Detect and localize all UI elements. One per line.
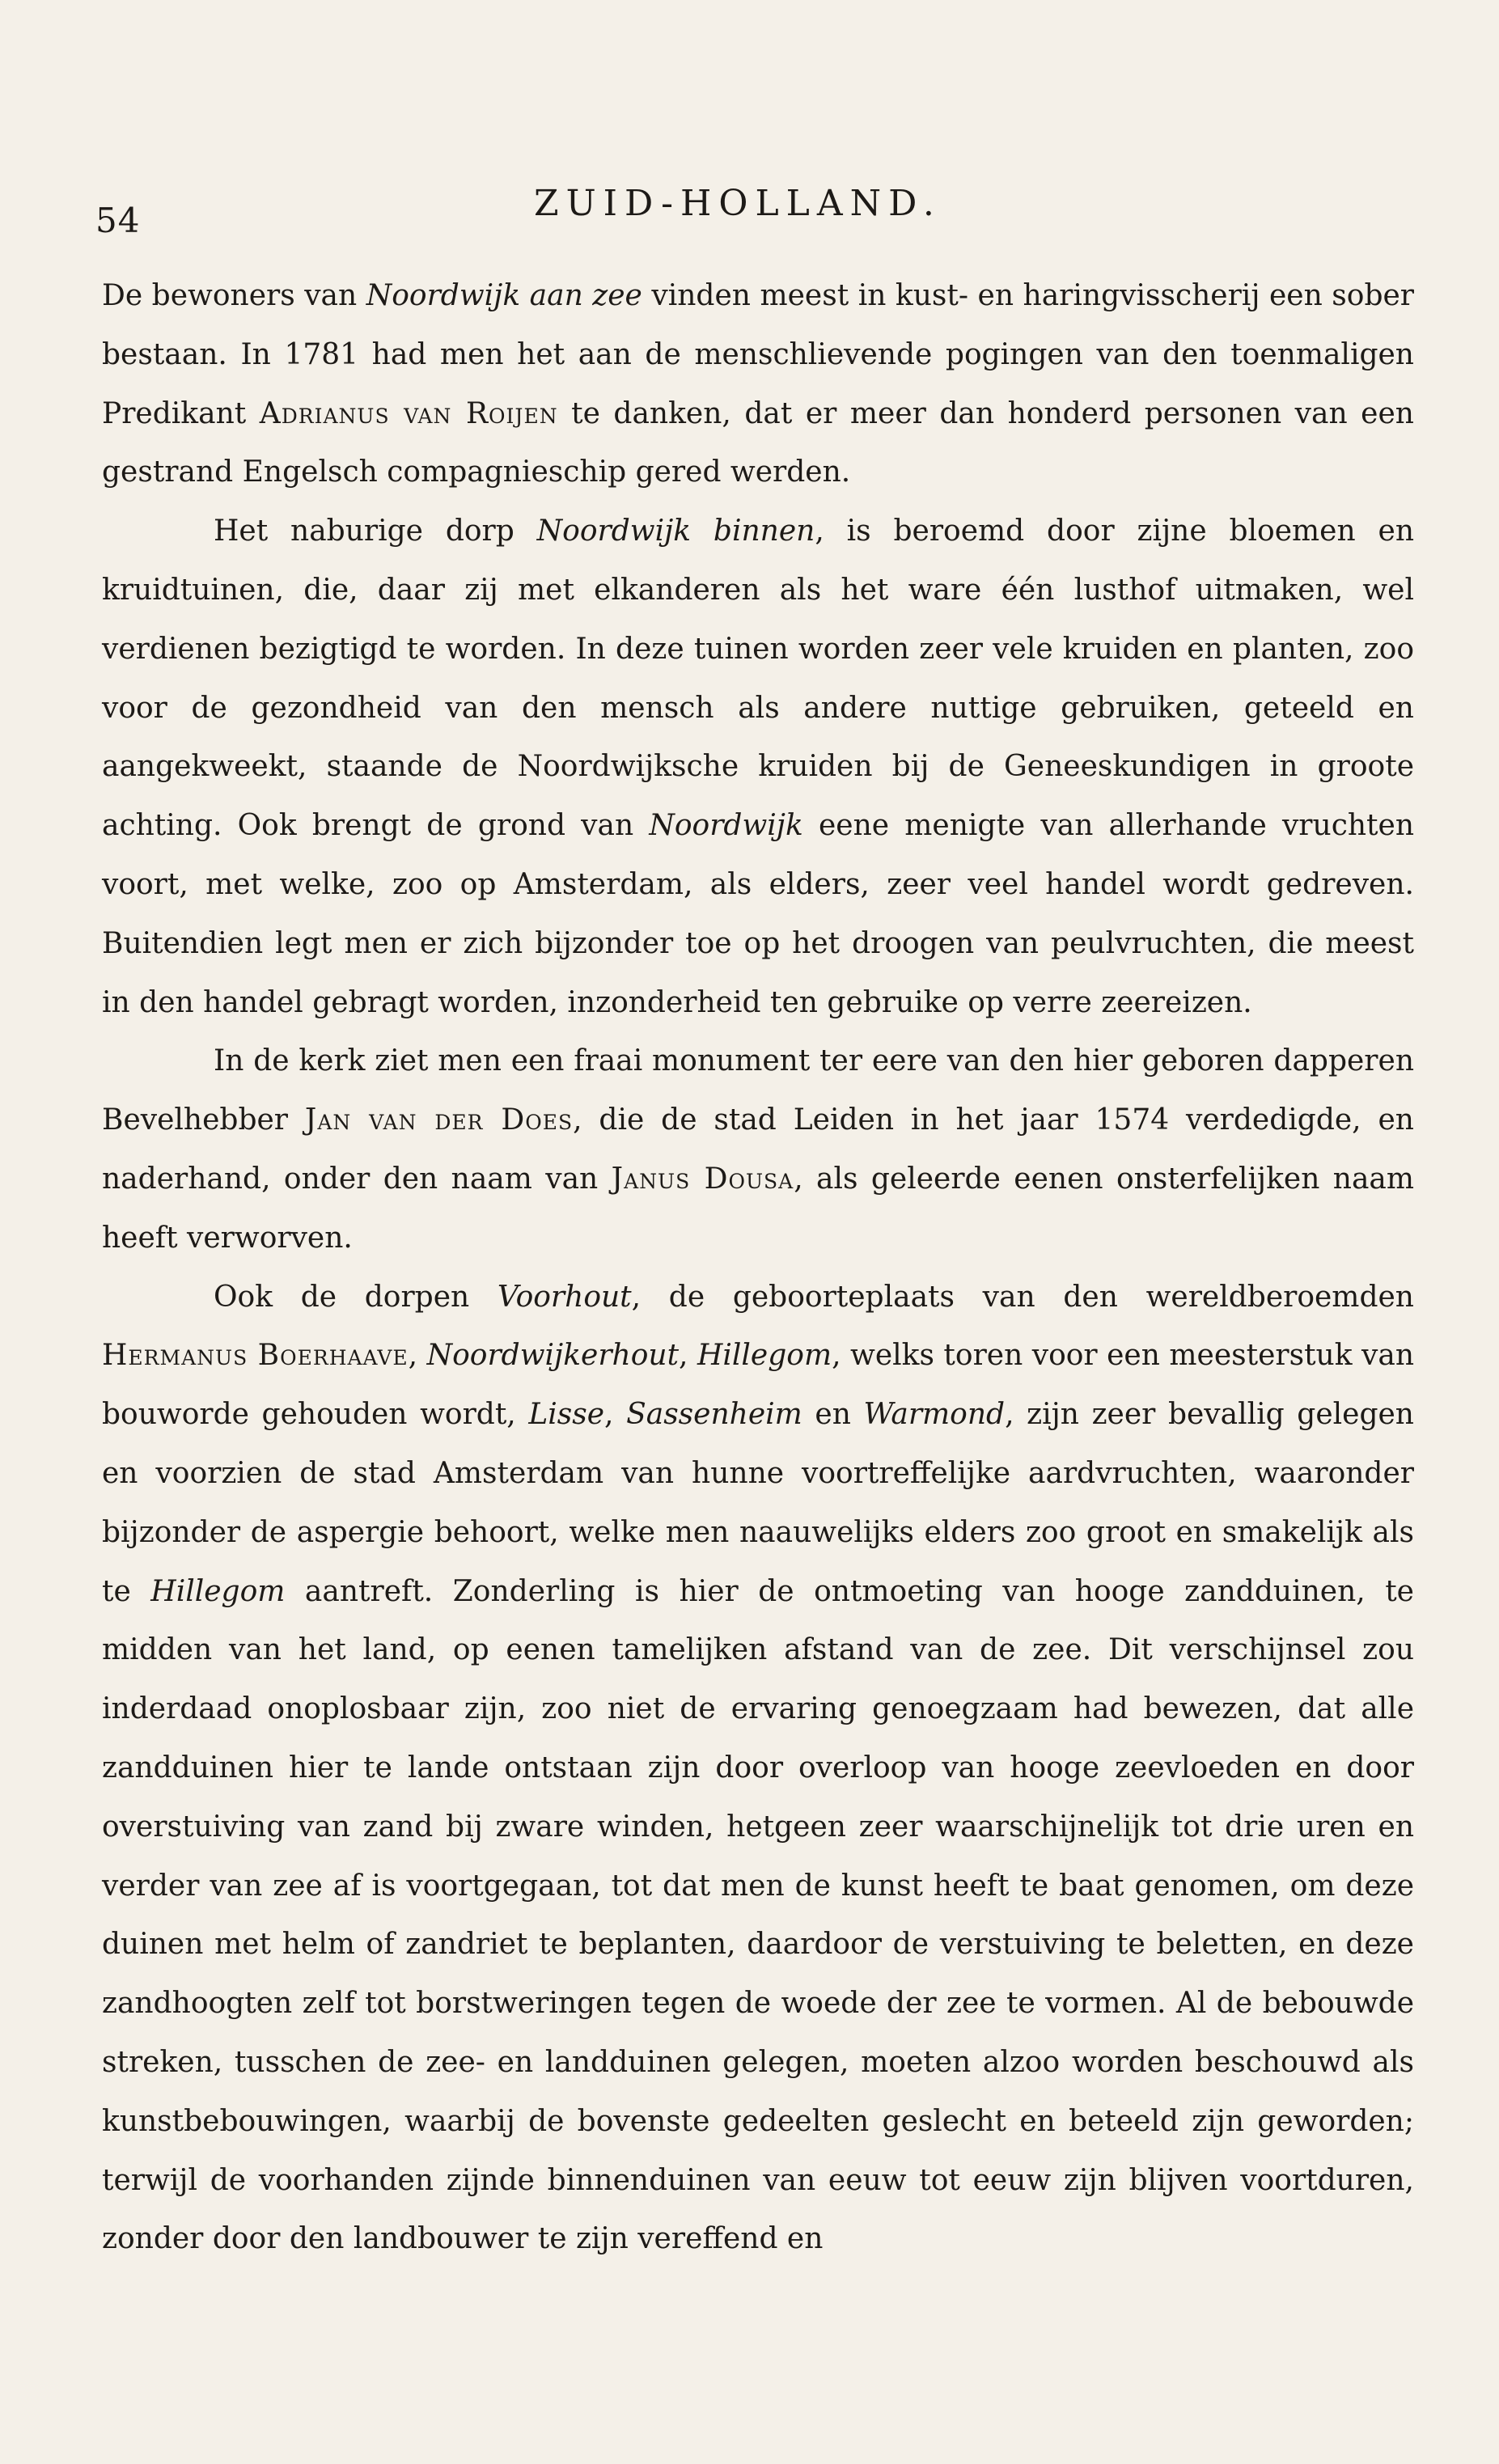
paragraph-1 (102, 267, 1414, 502)
text-run: In de kerk ziet men een fraai monument ter eere van den hier geboren dapperen Bevelhebber (102, 1044, 1414, 1137)
text-run: eene menigte van allerhande vruchten voort, met welke, zoo op Amsterdam, als elders, zeer veel handel wordt gedreven. Buitendien legt men er zich bijzonder toe op het droogen van peulvruchten, die meest in den handel gebragt worden, inzonderheid ten gebruike op verre zeereizen. (102, 809, 1415, 1019)
paragraph-4 (102, 1268, 1414, 2270)
text-run: Het naburige dorp (214, 514, 537, 548)
place-name: Noordwijk aan zee (366, 279, 642, 312)
place-name: Noordwijk binnen (536, 514, 815, 548)
text-run: , de geboorteplaats van den wereldberoemden (631, 1280, 1414, 1314)
text-run: , (408, 1339, 427, 1373)
text-run: vinden meest in kust- en haringvisscherij een sober bestaan. In 1781 had men het aan de menschlievende pogingen van den toenmaligen Predikant (102, 279, 1415, 430)
place-name: Voorhout (497, 1280, 632, 1314)
place-name: Warmond (863, 1398, 1006, 1432)
paragraph-2 (102, 502, 1414, 1032)
person-name: Hermanus Boerhaave (102, 1339, 409, 1373)
place-name: Lisse (528, 1398, 605, 1432)
running-title: ZUID-HOLLAND. (534, 183, 942, 224)
person-name: Adrianus van Roijen (259, 396, 558, 430)
text-run: en (802, 1398, 864, 1432)
person-name: Janus Dousa (611, 1162, 794, 1196)
text-run: , (679, 1339, 697, 1373)
text-run: te danken, dat er meer dan honderd personen van een gestrand Engelsch compagnieschip gered werden. (102, 396, 1414, 489)
text-run: De bewoners van (102, 279, 366, 312)
place-name: Hillegom (697, 1339, 832, 1373)
text-run: , is beroemd door zijne bloemen en kruidtuinen, die, daar zij met elkanderen als het ware één lusthof uitmaken, wel verdienen bezigtigd te worden. In deze tuinen worden zeer vele kruiden en planten, zoo voor de gezondheid van den mensch als andere nuttige gebruiken, geteeld en aangekweekt, staande de Noordwijksche kruiden bij de Geneeskundigen in groote achting. Ook brengt de grond van (102, 514, 1414, 843)
text-run: , (604, 1398, 627, 1432)
text-run: Ook de dorpen (214, 1280, 498, 1314)
place-name: Sassenheim (626, 1398, 802, 1432)
person-name: Jan van der Does (304, 1103, 574, 1137)
text-run: aantreft. Zonderling is hier de ontmoeting van hooge zandduinen, te midden van het land, op eenen tamelijken afstand van de zee. Dit verschijnsel zou inderdaad onoplosbaar zijn, zoo niet de ervaring genoegzaam had bewezen, dat alle zandduinen hier te lande ontstaan zijn door overloop van hooge zeevloeden en door overstuiving van zand bij zware winden, hetgeen zeer waarschijnelijk tot drie uren en verder van zee af is voortgegaan, tot dat men de kunst heeft te baat genomen, om deze duinen met helm of zandriet te beplanten, daardoor de verstuiving te beletten, en deze zandhoogten zelf tot borstweringen tegen de woede der zee te vormen. Al de bebouwde streken, tusschen de zee- en landduinen gelegen, moeten alzoo worden beschouwd als kunstbebouwingen, waarbij de bovenste gedeelten geslecht en beteeld zijn geworden; terwijl de voorhanden zijnde binnenduinen van eeuw tot eeuw zijn blijven voortduren, zonder door den landbouwer te zijn vereffend en (102, 1574, 1414, 2256)
place-name: Hillegom (150, 1574, 286, 1608)
body-text (102, 267, 1414, 2269)
text-run: , welks toren voor een meesterstuk van bouworde gehouden wordt, (102, 1339, 1415, 1432)
paragraph-3 (102, 1032, 1414, 1268)
text-run: , als geleerde eenen onsterfelijken naam heeft verworven. (102, 1162, 1415, 1255)
place-name: Noordwijk (649, 809, 803, 843)
text-run: , die de stad Leiden in het jaar 1574 verdedigde, en naderhand, onder den naam van (102, 1103, 1414, 1196)
page-number: 54 (95, 201, 141, 240)
text-run: , zijn zeer bevallig gelegen en voorzien de stad Amsterdam van hunne voortreffelijke aardvruchten, waaronder bijzonder de aspergie behoort, welke men naauwelijks elders zoo groot en smakelijk als te (102, 1398, 1414, 1608)
place-name: Noordwijkerhout (426, 1339, 680, 1373)
